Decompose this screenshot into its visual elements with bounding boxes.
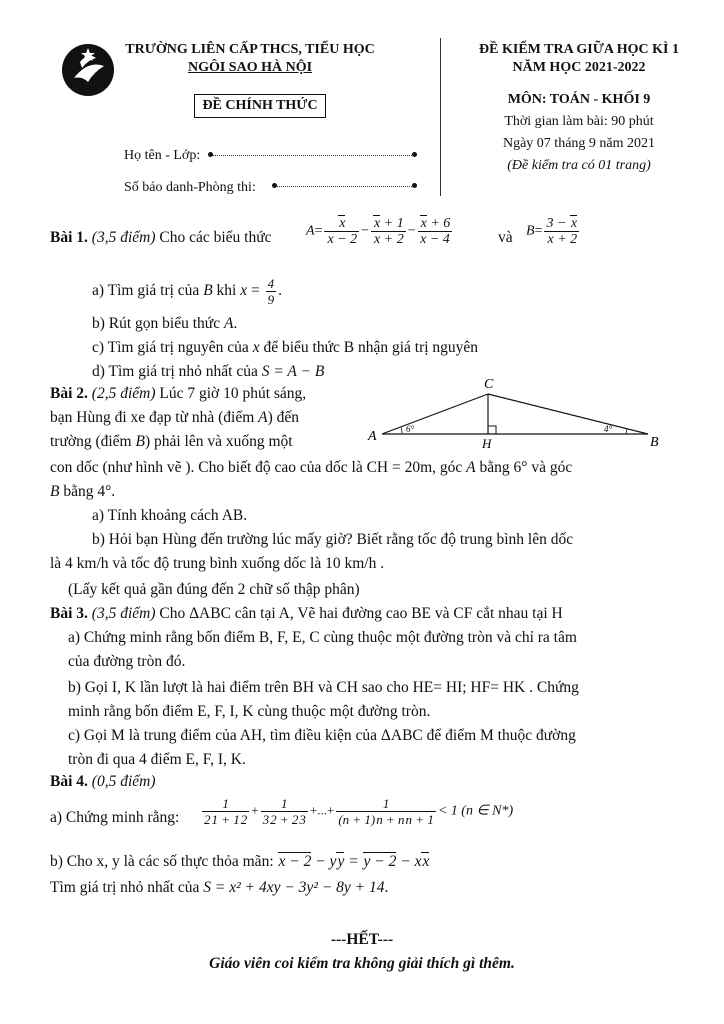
- bai3-b1: b) Gọi I, K lần lượt là hai điểm trên BH và CH sao cho HE= HI; HF= HK . Chứng: [68, 679, 579, 696]
- fig-angle-B: 4°: [604, 424, 613, 434]
- bai4-a-formula: $\frac{1}{21 + 12}$ + $\frac{1}{32 + 23}$ +...+ $\frac{1}{(n + 1)n + nn + 1}$ < 1 (n ∈ N*): [204, 796, 514, 827]
- header-divider: [440, 38, 441, 196]
- bai2-l4: con dốc (như hình vẽ ). Cho biết độ cao của dốc là CH = 20m, góc A bằng 6° và góc: [50, 459, 573, 476]
- bai3-c2: tròn đi qua 4 điểm E, F, I, K.: [68, 751, 246, 768]
- bai1-intro: Bài 1. (3,5 điểm) Cho các biểu thức: [50, 229, 272, 246]
- bai1-a: a) Tìm giá trị của B khi x = $\frac{4}{9}$ .: [92, 276, 282, 307]
- bai1-formula-A: A= $\frac{x}{x - 2}$ − $\frac{x + 1}{x + 2}$ − $\frac{x + 6}{x - 4}$: [306, 216, 451, 247]
- bai4-a: a) Chứng minh rằng:: [50, 809, 180, 826]
- school-name: TRƯỜNG LIÊN CẤP THCS, TIỂU HỌC: [125, 42, 375, 57]
- fig-label-C: C: [484, 377, 494, 392]
- bai1-d: d) Tìm giá trị nhỏ nhất của S = A − B: [92, 363, 325, 380]
- bai2-b2: là 4 km/h và tốc độ trung bình xuống dốc là 10 km/h .: [50, 555, 385, 572]
- name-label: Họ tên - Lớp:: [124, 148, 201, 163]
- bai4-min: Tìm giá trị nhỏ nhất của S = x² + 4xy − 3y² − 8y + 14.: [50, 879, 389, 896]
- id-label: Số báo danh-Phòng thi:: [124, 180, 256, 195]
- fig-label-H: H: [482, 436, 492, 451]
- bai3-a1: a) Chứng minh rằng bốn điểm B, F, E, C cùng thuộc một đường tròn và chỉ ra tâm: [68, 629, 577, 646]
- slope-figure: [362, 372, 662, 452]
- fig-label-A: A: [368, 429, 377, 444]
- bai1-c: c) Tìm giá trị nguyên của x để biểu thức B nhận giá trị nguyên: [92, 339, 479, 356]
- school-subname: NGÔI SAO HÀ NỘI: [187, 60, 313, 75]
- bai2-l3: trường (điểm B) phải lên và xuống một: [50, 433, 293, 450]
- bai4-head: Bài 4. (0,5 điểm): [50, 773, 156, 790]
- bai2-b1: b) Hỏi bạn Hùng đến trường lúc mấy giờ? Biết rằng tốc độ trung bình lên dốc: [92, 531, 574, 548]
- bai2-l5: B bằng 4°.: [50, 483, 116, 500]
- bai2-a: a) Tính khoảng cách AB.: [92, 507, 248, 524]
- bai4-b: b) Cho x, y là các số thực thỏa mãn: x − 2 − yy = y − 2 − xx: [50, 853, 430, 870]
- bai3-a2: của đường tròn đó.: [68, 653, 186, 670]
- id-line: [276, 186, 414, 187]
- exam-date: Ngày 07 tháng 9 năm 2021: [502, 136, 656, 151]
- fig-label-B: B: [650, 435, 659, 450]
- exam-title: ĐỀ KIỂM TRA GIỮA HỌC KÌ 1: [479, 42, 679, 57]
- bai1-formula-B: B= $\frac{3 - x}{x + 2}$: [526, 216, 578, 247]
- footer-note: Giáo viên coi kiểm tra không giải thích gì thêm.: [209, 955, 515, 972]
- exam-subject: MÔN: TOÁN - KHỐI 9: [507, 92, 651, 107]
- bai2-note: (Lấy kết quả gần đúng đến 2 chữ số thập phân): [68, 581, 360, 598]
- bai2-l2: bạn Hùng đi xe đạp từ nhà (điểm A) đến: [50, 409, 300, 426]
- official-box: ĐỀ CHÍNH THỨC: [194, 94, 326, 118]
- fig-angle-A: 6°: [406, 424, 415, 434]
- exam-time: Thời gian làm bài: 90 phút: [504, 114, 654, 129]
- bai1-and: và: [498, 229, 513, 246]
- name-line: [212, 155, 414, 156]
- bai3-intro: Bài 3. (3,5 điểm) Cho ΔABC cân tại A, Vẽ hai đường cao BE và CF cắt nhau tại H: [50, 605, 563, 622]
- bai1-b: b) Rút gọn biểu thức A.: [92, 315, 238, 332]
- bai2-l1: Bài 2. (2,5 điểm) Lúc 7 giờ 10 phút sáng,: [50, 385, 307, 402]
- end-marker: ---HẾT---: [330, 931, 394, 948]
- exam-year: NĂM HỌC 2021-2022: [512, 60, 646, 75]
- bai3-b2: minh rằng bốn điểm E, F, I, K cùng thuộc một đường tròn.: [68, 703, 431, 720]
- school-logo: [60, 42, 116, 98]
- exam-pages: (Đề kiểm tra có 01 trang): [507, 158, 651, 173]
- bai3-c1: c) Gọi M là trung điểm của AH, tìm điều kiện của ΔABC để điểm M thuộc đường: [68, 727, 576, 744]
